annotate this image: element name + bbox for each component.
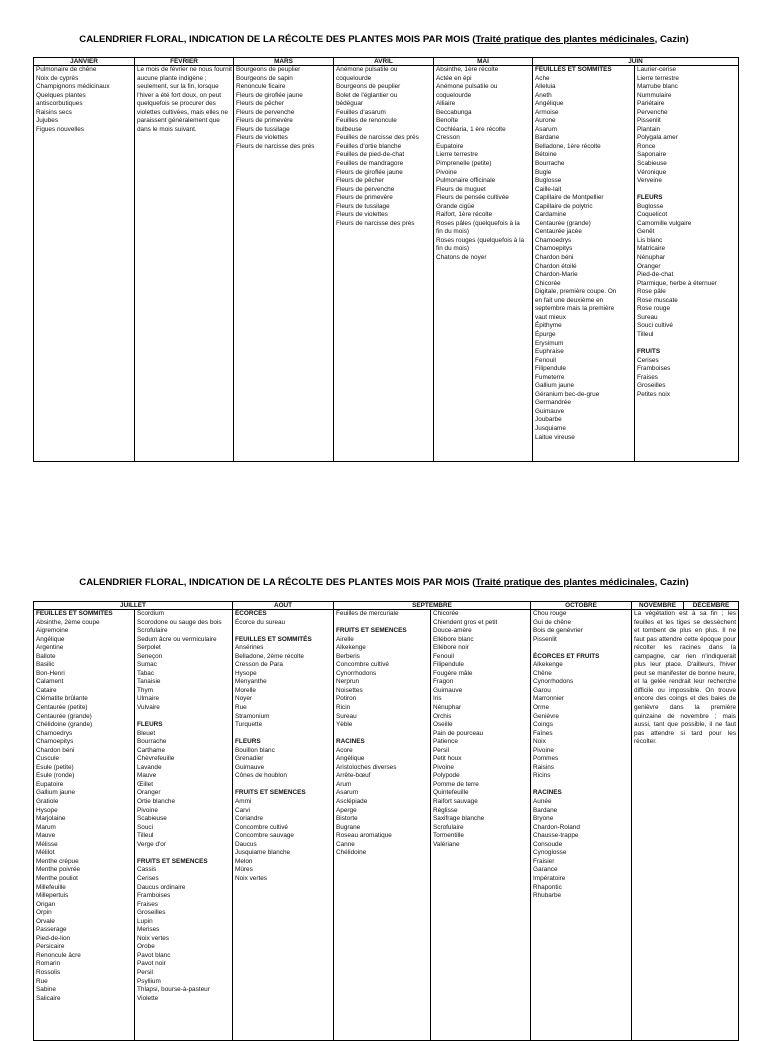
cell-novembre-decembre: La végétation est à sa fin ; les feuilles et les tiges se dessèchent et tombent de plus en plus. Il ne faut pas attendre cette époque pour récolter les racines dans la campagne, car rien n'indiquerait plus leur place. D'ailleurs, l'hiver peut se manifester de bonne heure, et la gelée rendrait leur recherche difficile ou impossible. On trouve encore des coings et des baies de genièvre dans la première quinzaine de novembre ; mais aussi, tant que possible, il ne faut pas attendre si tard pour les récolter. (632, 610, 739, 1041)
cell-juin-a (533, 66, 635, 462)
header-juillet: JUILLET (34, 602, 233, 610)
plant-list: Absinthe, 2ème coupe Aigremoine Angélique Argentine Ballote Basilic Bon-Henri Calament Cataire Clématite brûlante Centaurée (petite) Centaurée (grande) Chélidoine (grande) Chamoedrys Chamoepitys Chardon béni Cuscule Esule (petite) Esule (ronde) Eupatoire Gallium jaune Gratiole Hysope Marjolaine Marum Mauve Mélisse Mélilot Menthe crépue Menthe poivrée Menthe pouliot Millefeuille Millepertuis Origan Orpin Orvale Passerage Pied-de-lion Persicaire Renoncule âcre Romarin Rossolis Rue Sabine Salicaire (36, 618, 100, 1002)
calendar-table-1 (33, 57, 739, 462)
plant-list: Écorce du sureau (235, 618, 286, 626)
cell-avril: Anémone pulsatile ou coquelourde Bourgeons de peuplier Bolet de l'églantier ou bédéguar Feuilles d'asarum Feuilles de renoncule bulbeuse Feuilles de narcisse des prés Feuilles d'ortie blanche Feuilles de pied-de-chat Feuilles de mandragore Fleurs de giroflée jaune Fleurs de pêcher Fleurs de pervenche Fleurs de primevère Fleurs de tussilage Fleurs de violettes Fleurs de narcisse des prés (334, 66, 434, 462)
header-janvier: JANVIER (34, 58, 135, 66)
cell-septembre-a (334, 610, 431, 1041)
section-heading: FRUITS ET SEMENCES (336, 627, 407, 635)
cell-juillet-b (135, 610, 233, 1041)
cell-mai: Absinthe, 1ère récolte Actée en épi Anémone pulsatile ou coquelourde Alliaire Beccabunga Benoîte Cochléaria, 1 ère récolte Cresson Eupatoire Lierre terrestre Pimprenelle (petite) Pivoine Pulmonaire officinale Fleurs de muguet Fleurs de pensée cultivée Grande cigüe Raifort, 1ère récolte Roses pâles (quelquefois à la fin du mois) Roses rouges (quelquefois à la fin du mois) Chatons de noyer (434, 66, 533, 462)
cell-septembre-b: Chicorée Chiendent gros et petit Douce-amère Ellébore blanc Ellébore noir Fenouil Filipendule Fougère mâle Fragon Guimauve Iris Nénuphar Orchis Oseille Pain de pourceau Patience Persil Petit houx Pivoine Polypode Pomme de terre Quintefeuille Raifort sauvage Réglisse Saxifrage blanche Scrofulaire Tormentille Valériane (431, 610, 531, 1041)
header-novembre: NOVEMBRE (632, 602, 684, 610)
section-heading: FRUITS ET SEMENCES (137, 857, 208, 865)
section-heading: FEUILLES ET SOMMITÉS (235, 635, 312, 643)
header-fevrier: FÉVRIER (135, 58, 234, 66)
section-heading: ÉCORCES ET FRUITS (533, 652, 600, 660)
section-heading: RACINES (533, 789, 562, 797)
header-aout: AOÛT (233, 602, 334, 610)
plant-list: Buglosse Coquelicot Camomille vulgaire Genêt Lis blanc Matricaire Nénuphar Oranger Pied-de-chat Ptarmique, herbe à éternuer Rose pâle Rose muscate Rose rouge Sureau Souci cultivé Tilleul (637, 202, 717, 338)
plant-list: Scordium Scorodone ou sauge des bois Scrofulaire Sedum âcre ou vermiculaire Serpolet Seneçon Sumac Tabac Tanaisie Thym Ulmaire Vulvaire (137, 610, 222, 712)
section-heading: ÉCORCES (235, 610, 267, 617)
cell-juillet-a (34, 610, 135, 1041)
header-mars: MARS (234, 58, 334, 66)
section-heading: FLEURS (235, 738, 261, 746)
cell-janvier: Pulmonaire de chêne Noix de cyprès Champignons médicinaux Quelques plantes antiscorbutiques Raisins secs Jujubes Figues nouvelles (34, 66, 135, 462)
cell-juin-b (635, 66, 739, 462)
section-heading: FLEURS (637, 194, 663, 202)
plant-list: Chou rouge Gui de chêne Bois de genévrier Pissenlit (533, 610, 583, 643)
cell-mars: Bourgeons de peuplier Bourgeons de sapin Renoncule ficaire Fleurs de giroflée jaune Fleurs de pêcher Fleurs de pervenche Fleurs de primevère Fleurs de tussilage Fleurs de violettes Fleurs de narcisse des prés (234, 66, 334, 462)
plant-list: Ache Alleluia Aneth Angélique Armoise Aurone Asarum Bardane Belladone, 1ère récolte Bétoine Bourrache Bugle Buglosse Caille-lait Capillaire de Montpellier Capillaire de polytric Cardamine Centaurée (grande) Centaurée jacée Chamoedrys Chamoepitys Chardon béni Chardon étoilé Chardon-Marie Chicorée Digitale, première coupe. On en fait une deuxième en septembre mais la première vaut mieux Épithyme Épurge Erysimum Euphraise Fenouil Filipendule Fumeterre Gallium jaune Géranium bec-de-grue Germandrée Guimauve Joubarbe Jusquiame Laitue vireuse (535, 74, 617, 441)
plant-list: Laurier-cerise Lierre terrestre Marrube blanc Nummulaire Pariétaire Pervenche Pissenlit Plantain Polygala amer Ronce Saponaire Scabieuse Véronique Verveine (637, 66, 679, 185)
section-heading: FLEURS (137, 721, 163, 729)
calendar-title-1: CALENDRIER FLORAL, INDICATION DE LA RÉCOLTE DES PLANTES MOIS PAR MOIS (Traité pratique des plantes médicinales, Cazin) (79, 34, 689, 45)
plant-list: Cerises Framboises Fraises Groseilles Petites noix (637, 356, 671, 398)
cell-fevrier: Le mois de février ne nous fournit aucune plante indigène ; seulement, sur la fin, lorsque l'hiver a été fort doux, on peut quelquefois se procurer des violettes cultivées, mais elles ne paraissent généralement que dans le mois suivant. (135, 66, 234, 462)
plant-list: Alkekenge Chêne Cynorrhodons Garou Marronnier Orme Genièvre Coings Faînes Noix Pivoine Pommes Raisins Ricins (533, 661, 574, 780)
plant-list: Cassis Cerises Daucus ordinaire Framboises Fraises Groseilles Lupin Merises Noix vertes Orobe Pavot blanc Pavot noir Persil Psyllium Thlapsi, bourse-à-pasteur Violette (137, 866, 210, 1002)
header-octobre: OCTOBRE (531, 602, 632, 610)
book-title-1: Traité pratique des plantes médicinales (475, 34, 655, 45)
plant-list: Feuilles de mercuriale (336, 610, 399, 617)
plant-list: Bleuet Bourrache Carthame Chèvrefeuille Lavande Mauve Œillet Oranger Ortie blanche Pivoine Scabieuse Souci Tilleul Verge d'or (137, 729, 176, 848)
cell-aout (233, 610, 334, 1041)
section-heading: FEUILLES ET SOMMITES (36, 610, 113, 617)
book-title-2: Traité pratique des plantes médicinales (475, 577, 655, 588)
header-mai: MAI (434, 58, 533, 66)
plant-list: Ansérines Belladone, 2ème récolte Cresson de Para Hysope Menyanthe Morelle Noyer Rue Stramonium Turquette (235, 644, 304, 729)
header-decembre: DÉCEMBRE (684, 602, 739, 610)
section-heading: FRUITS ET SEMENCES (235, 789, 306, 797)
section-heading: FRUITS (637, 348, 661, 356)
calendar-table-2 (33, 601, 739, 1041)
plant-list: Aunée Bardane Bryone Chardon-Roland Chausse-trappe Consoude Cynoglosse Fraisier Garance Impératoire Rhapontic Rhubarbe (533, 798, 580, 900)
plant-list: Bouillon blanc Grenadier Guimauve Cônes de houblon (235, 746, 287, 780)
cell-octobre (531, 610, 632, 1041)
plant-list: Ammi Carvi Coriandre Concombre cultivé Concombre sauvage Daucus Jusquiame blanche Melon Mûres Noix vertes (235, 798, 294, 882)
header-juin: JUIN (533, 58, 739, 66)
calendar-title-2: CALENDRIER FLORAL, INDICATION DE LA RÉCOLTE DES PLANTES MOIS PAR MOIS (Traité pratique des plantes médicinales, Cazin) (79, 577, 689, 588)
section-heading: RACINES (336, 738, 365, 746)
section-heading: FEUILLES ET SOMMITES (535, 66, 612, 73)
plant-list: Acore Angélique Aristoloches diverses Arrête-bœuf Arum Asarum Asclépiade Aperge Bistorte Bugrane Roseau aromatique Canne Chélidoine (336, 746, 397, 857)
header-septembre: SEPTEMBRE (334, 602, 531, 610)
header-avril: AVRIL (334, 58, 434, 66)
plant-list: Airelle Alkekenge Berberis Concombre cultivé Cynorrhodons Nerprun Noisettes Potiron Ricin Sureau Yèble (336, 635, 389, 729)
